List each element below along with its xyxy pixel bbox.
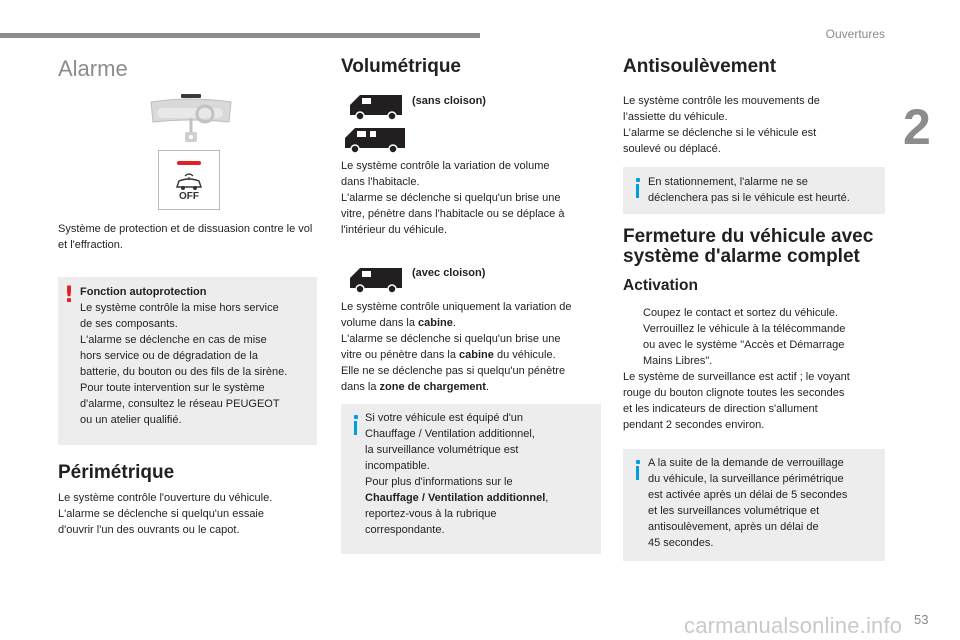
info-box-antisoulevement — [623, 167, 885, 214]
perimetrique-line: d'ouvrir l'un des ouvrants ou le capot. — [58, 524, 240, 536]
fermeture-title — [623, 227, 873, 267]
van-partition-icon — [348, 264, 404, 294]
alarm-off-button — [158, 150, 220, 210]
info-line: Chauffage / Ventilation additionnel, — [365, 492, 549, 504]
warning-line: hors service ou de dégradation de la — [80, 350, 258, 362]
info-icon — [636, 178, 640, 182]
volumetrique-line: volume dans la cabine. — [341, 317, 456, 329]
activation-line: et les indicateurs de direction s'allument — [623, 403, 818, 415]
alarme-intro: Système de protection et de dissuasion contre le vol et l'effraction. — [58, 223, 313, 251]
activation-step: Verrouillez le véhicule à la télécommande — [643, 323, 846, 335]
chapter-number: 2 — [903, 99, 931, 155]
antisoulevement-line: L’alarme se déclenche si le véhicule est — [623, 127, 817, 139]
activation-title: Activation — [623, 277, 698, 294]
volumetrique-line: Elle ne se déclenche pas si quelqu'un pénètre — [341, 365, 566, 377]
activation-line: rouge du bouton clignote toutes les secondes — [623, 387, 845, 399]
volumetrique-line: l'intérieur du véhicule. — [341, 224, 448, 236]
watermark: carmanualsonline.info — [684, 613, 903, 638]
volumetrique-line: Le système contrôle la variation de volume — [341, 160, 550, 172]
perimetrique-line: Le système contrôle l'ouverture du véhicule. — [58, 492, 273, 504]
activation-step: Coupez le contact et sortez du véhicule. — [643, 307, 839, 319]
perimetrique-text — [58, 490, 316, 538]
activation-line: Le système de surveillance est actif ; le voyant — [623, 371, 850, 383]
info-box-volumetrique — [341, 404, 601, 554]
warning-line: Le système contrôle la mise hors service — [80, 302, 279, 314]
warning-line: d'alarme, consultez le réseau PEUGEOT — [80, 398, 280, 410]
red-indicator-icon — [177, 161, 201, 165]
alarm-car-icon — [173, 171, 205, 193]
info-line: reportez-vous à la rubrique — [365, 508, 497, 520]
sans-cloison-label: (sans cloison) — [412, 95, 486, 107]
warning-line: de ses composants. — [80, 318, 178, 330]
volumetrique-line: dans l'habitacle. — [341, 176, 420, 188]
activation-step-continued: Mains Libres". — [643, 355, 713, 367]
antisoulevement-line: soulevé ou déplacé. — [623, 143, 721, 155]
warning-line: batterie, du bouton ou des fils de la sirène. — [80, 366, 288, 378]
off-label: OFF — [179, 191, 199, 202]
info-line: Si votre véhicule est équipé d'un — [365, 412, 524, 424]
info-line: est activée après un délai de 5 secondes — [648, 489, 848, 501]
activation-steps — [623, 305, 887, 433]
antisoulevement-line: Le système contrôle les mouvements de — [623, 95, 820, 107]
info-line: 45 secondes. — [648, 537, 714, 549]
sans-cloison-text — [341, 158, 603, 238]
info-line: Pour plus d'informations sur le — [365, 476, 513, 488]
volumetrique-line: L'alarme se déclenche si quelqu'un brise une — [341, 192, 561, 204]
fermeture-title-line: système d'alarme complet — [623, 246, 860, 267]
info-icon — [354, 415, 358, 419]
warning-line: Pour toute intervention sur le système — [80, 382, 265, 394]
info-line: En stationnement, l'alarme ne se — [648, 176, 808, 188]
volumetrique-line: dans la zone de chargement. — [341, 381, 489, 393]
warning-box — [58, 277, 317, 445]
info-line: A la suite de la demande de verrouillage — [648, 457, 844, 469]
perimetrique-line: L'alarme se déclenche si quelqu'un essaie — [58, 508, 264, 520]
warning-line: L'alarme se déclenche en cas de mise — [80, 334, 267, 346]
volumetrique-title: Volumétrique — [341, 56, 461, 77]
header-rule — [0, 33, 480, 38]
info-line: correspondante. — [365, 524, 445, 536]
mirror-illustration — [145, 92, 237, 144]
info-line: la surveillance volumétrique est — [365, 444, 519, 456]
antisoulevement-title: Antisoulèvement — [623, 56, 777, 77]
info-line: incompatible. — [365, 460, 430, 472]
perimetrique-title: Périmétrique — [58, 462, 175, 483]
section-label: Ouvertures — [825, 27, 885, 41]
warning-title: Fonction autoprotection — [80, 286, 207, 298]
volumetrique-line: vitre ou pénètre dans la cabine du véhicule. — [341, 349, 556, 361]
fermeture-title-line: Fermeture du véhicule avec — [623, 226, 874, 247]
alarme-title: Alarme — [58, 56, 128, 81]
info-line: et les surveillances volumétrique et — [648, 505, 820, 517]
volumetrique-line: Le système contrôle uniquement la variation de — [341, 301, 572, 313]
avec-cloison-text — [341, 299, 605, 395]
warning-icon: ! — [64, 283, 75, 308]
info-line: déclenchera pas si le véhicule est heurté. — [648, 192, 850, 204]
info-icon — [636, 460, 640, 464]
activation-step-continued: ou avec le système "Accès et Démarrage — [643, 339, 845, 351]
warning-line: ou un atelier qualifié. — [80, 414, 182, 426]
activation-line: pendant 2 secondes environ. — [623, 419, 765, 431]
info-box-activation — [623, 449, 885, 561]
van-icon — [348, 91, 404, 121]
info-line: Chauffage / Ventilation additionnel, — [365, 428, 535, 440]
info-line: du véhicule, la surveillance périmétrique — [648, 473, 844, 485]
antisoulevement-line: l’assiette du véhicule. — [623, 111, 728, 123]
volumetrique-line: L'alarme se déclenche si quelqu'un brise une — [341, 333, 561, 345]
page-number: 53 — [914, 612, 929, 627]
antisoulevement-text — [623, 93, 885, 157]
volumetrique-line: vitre, pénètre dans l'habitacle ou se déplace à — [341, 208, 565, 220]
long-van-icon — [343, 124, 407, 154]
avec-cloison-label: (avec cloison) — [412, 267, 486, 279]
info-line: antisoulèvement, après un délai de — [648, 521, 819, 533]
